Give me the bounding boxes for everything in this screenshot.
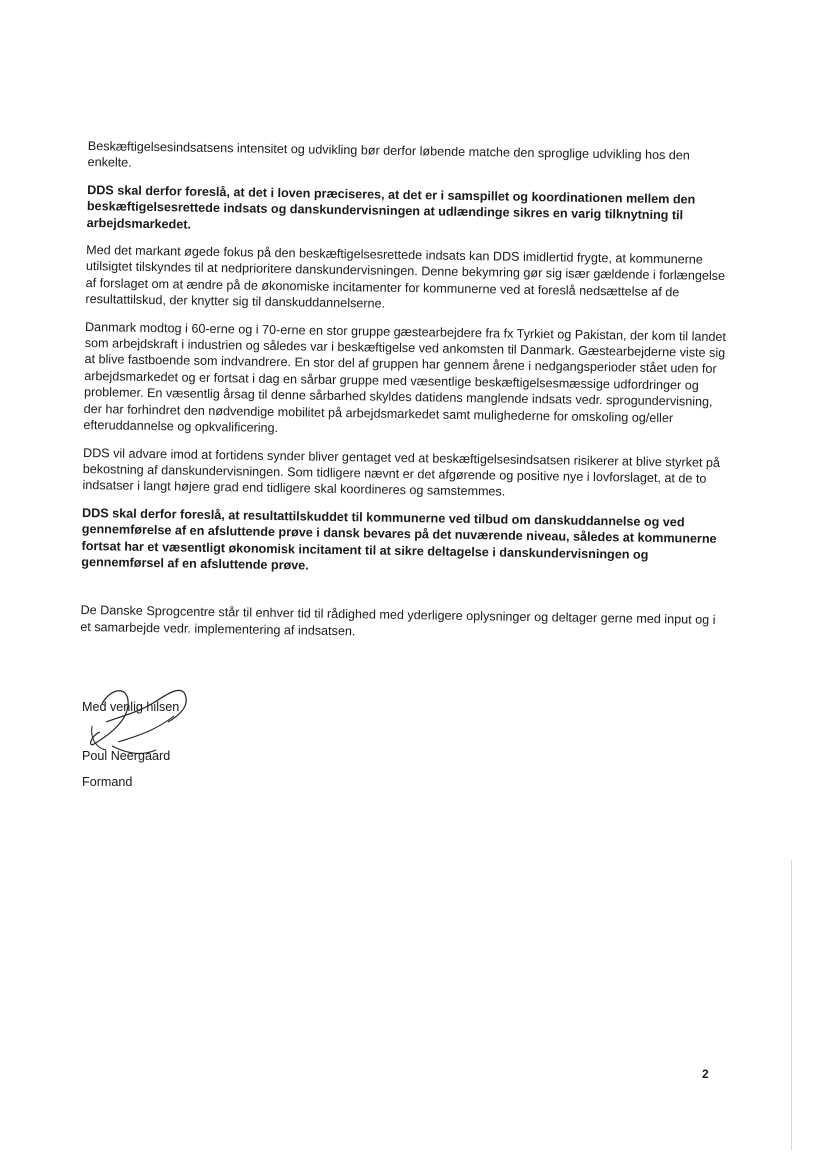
closing-greeting: Med venlig hilsen xyxy=(82,700,180,714)
paragraph-2-bold-proposal: DDS skal derfor foreslå, at det i loven præciseres, at det er i samspillet og koordinationen mellem den beskæftigelsesrettede indsats og danskundervisningen at udlændinge sikres en varig tilknytning til arbejdsmarkedet. xyxy=(86,182,696,232)
signatory-title: Formand xyxy=(82,775,133,789)
page-number: 2 xyxy=(702,1067,709,1081)
paragraph-3: Med det markant øgede fokus på den beskæftigelsesrettede indsats kan DDS imidlertid frygte, at kommunerne utilsigtet tilskyndes til at nedprioritere danskundervisningen. Denne bekymring gør sig især gældende i forlængelse af forslaget om at ændre på de økonomiske incitamenter for kommunerne ved at foreslå nedsættelse af de resultattilskud, der knytter sig til danskuddannelserne. xyxy=(85,243,726,311)
scan-edge-line xyxy=(791,860,792,1150)
letter-body xyxy=(80,138,736,656)
signatory-name: Poul Neergaard xyxy=(82,749,171,763)
signature-block xyxy=(82,692,282,802)
paragraph-6-bold-proposal: DDS skal derfor foreslå, at resultattilskuddet til kommunerne ved tilbud om danskuddannelse og ved gennemførelse af en afsluttende prøve i dansk bevares på det nuværende niveau, således at kommunerne fortsat har et væsentligt økonomisk incitament til at sikre deltagelse i danskundervisningen og gennemførsel af en afsluttende prøve. xyxy=(81,505,717,573)
paragraph-5: DDS vil advare imod at fortidens synder bliver gentaget ved at beskæftigelsesindsatsen risikerer at blive styrket på bekostning af danskundervisningen. Som tidligere nævnt er det afgørende og positive nye i lovforslaget, at de to indsatser i langt højere grad end tidligere skal koordineres og samstemmes. xyxy=(82,445,721,499)
paragraph-1: Beskæftigelsesindsatsens intensitet og udvikling bør derfor løbende matche den sproglige udvikling hos den enkelte. xyxy=(87,138,690,171)
paragraph-4: Danmark modtog i 60-erne og i 70-erne en stor gruppe gæstearbejdere fra fx Tyrkiet og Pakistan, der kom til landet som arbejdskraft i industrien og således var i beskæftigelse ved ankomsten til Danmark. Gæstearbejderne viste sig at blive fastboende som indvandrere. En stor del af gruppen har gennem årene i nedgangsperioder stået uden for arbejdsmarkedet og er fortsat i dag en sårbar gruppe med væsentlige beskæftigelsesmæssige udfordringer og problemer. En væsentlig årsag til denne sårbarhed skyldes datidens manglende indsats vedr. sprogundervisning, der har forhindret den nødvendige mobilitet på arbejdsmarkedet samt mulighederne for omskoling og/eller efteruddannelse og opkvalificering. xyxy=(83,319,727,436)
paragraph-7: De Danske Sprogcentre står til enhver tid til rådighed med yderligere oplysninger og deltager gerne med input og i et samarbejde vedr. implementering af indsatsen. xyxy=(80,603,716,639)
